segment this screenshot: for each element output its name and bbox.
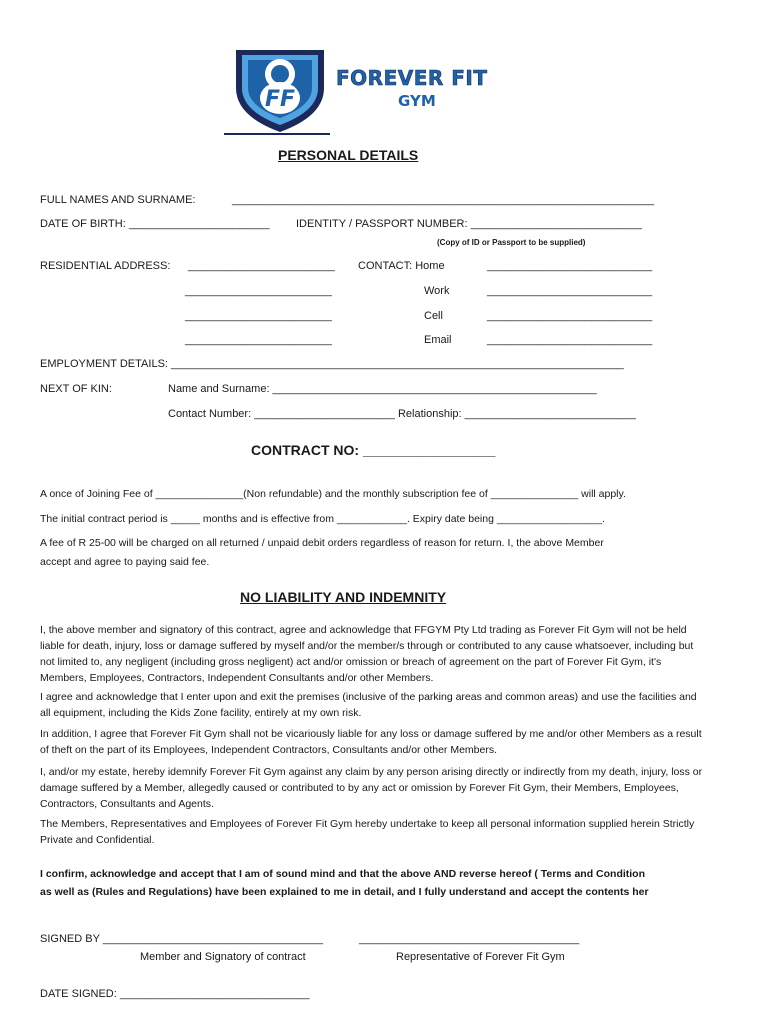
- debit-fee-line-1: A fee of R 25-00 will be charged on all returned / unpaid debit orders regardless of reason for return. I, the above Member: [40, 537, 604, 549]
- liability-paragraph-4: I, and/or my estate, hereby idemnify Forever Fit Gym against any claim by any person arising directly or indirectly from my death, injury, loss or damage suffered by a Member, allegedly caused or contributed to by any act or omission by Forever Fit Gym, their Members, Employees, Contractors, Consultants and Agents.: [40, 766, 703, 810]
- personal-details-heading: PERSONAL DETAILS: [278, 147, 419, 163]
- contact-home-label: CONTACT: Home: [358, 260, 445, 272]
- contact-cell-field[interactable]: ___________________________: [487, 310, 653, 322]
- liability-paragraph-3: In addition, I agree that Forever Fit Gym shall not be vicariously liable for any loss or damage suffered by me and/or other Members as a result of theft on the part of its Employees, Independent Contractors, Consultants and/or other Members.: [40, 728, 702, 756]
- signed-by-field[interactable]: SIGNED BY ____________________________________: [40, 933, 323, 945]
- member-signatory-caption: Member and Signatory of contract: [140, 951, 306, 963]
- liability-paragraph-5: The Members, Representatives and Employees of Forever Fit Gym hereby undertake to keep all personal information supplied herein Strictly Private and Confidential.: [40, 818, 695, 846]
- id-copy-note: (Copy of ID or Passport to be supplied): [437, 238, 586, 247]
- residential-address-label: RESIDENTIAL ADDRESS:: [40, 260, 171, 272]
- contract-period-line[interactable]: The initial contract period is _____ months and is effective from ____________. Expiry date being __________________.: [40, 513, 605, 525]
- confirmation-line-1: I confirm, acknowledge and accept that I am of sound mind and that the above AND reverse hereof ( Terms and Condition: [40, 868, 646, 880]
- liability-paragraph-2: I agree and acknowledge that I enter upon and exit the premises (inclusive of the parking areas and common areas) and use the facilities and all equipment, including the Kids Zone facility, entirely at my own risk.: [40, 691, 697, 719]
- kin-contact-field[interactable]: Contact Number: _______________________ Relationship: ____________________________: [168, 408, 636, 420]
- gym-logo: [224, 44, 524, 136]
- confirmation-line-2: as well as (Rules and Regulations) have been explained to me in detail, and I fully understand and accept the contents her: [40, 886, 649, 898]
- identity-number-field[interactable]: IDENTITY / PASSPORT NUMBER: ____________________________: [296, 218, 642, 230]
- next-of-kin-label: NEXT OF KIN:: [40, 383, 112, 395]
- contact-work-field[interactable]: ___________________________: [487, 285, 653, 297]
- address-line-3[interactable]: ________________________: [185, 310, 332, 322]
- date-signed-field[interactable]: DATE SIGNED: _______________________________: [40, 988, 310, 1000]
- joining-fee-line[interactable]: A once of Joining Fee of _______________(Non refundable) and the monthly subscription fee of _______________ will apply.: [40, 488, 626, 500]
- logo-line1: FOREVER FIT: [336, 66, 488, 90]
- contact-email-field[interactable]: ___________________________: [487, 334, 653, 346]
- full-names-field[interactable]: _____________________________________________________________________: [232, 194, 655, 206]
- contact-work-label: Work: [424, 285, 450, 297]
- address-line-4[interactable]: ________________________: [185, 334, 332, 346]
- contact-cell-label: Cell: [424, 310, 443, 322]
- contract-number-heading[interactable]: CONTRACT NO: _________________: [251, 442, 496, 458]
- employment-details-field[interactable]: EMPLOYMENT DETAILS: __________________________________________________________________________: [40, 358, 624, 370]
- address-line-1[interactable]: ________________________: [188, 260, 335, 272]
- emblem-letters: FF: [264, 87, 296, 112]
- address-line-2[interactable]: ________________________: [185, 285, 332, 297]
- debit-fee-line-2: accept and agree to paying said fee.: [40, 556, 210, 568]
- liability-heading: NO LIABILITY AND INDEMNITY: [240, 589, 447, 605]
- full-names-label: FULL NAMES AND SURNAME:: [40, 194, 196, 206]
- date-of-birth-field[interactable]: DATE OF BIRTH: _______________________: [40, 218, 270, 230]
- kettlebell-shield-icon: [224, 44, 336, 136]
- representative-signature-field[interactable]: ____________________________________: [359, 933, 580, 945]
- kin-name-field[interactable]: Name and Surname: _____________________________________________________: [168, 383, 597, 395]
- logo-line2: GYM: [398, 92, 436, 110]
- liability-paragraph-1: I, the above member and signatory of this contract, agree and acknowledge that FFGYM Pty Ltd trading as Forever Fit Gym will not be held liable for death, injury, loss or damage suffered by myself and/or the member/s through or contributed to any cause whatsoever, including but not limited to, any negligent (including gross negligent) act and/or omission or breach of agreement on the part of Forever Fit Gym, it's Members, Employees, Contractors, Independent Consultants and/or other Members.: [40, 624, 694, 684]
- representative-caption: Representative of Forever Fit Gym: [396, 951, 565, 963]
- contact-home-field[interactable]: ___________________________: [487, 260, 653, 272]
- contact-email-label: Email: [424, 334, 452, 346]
